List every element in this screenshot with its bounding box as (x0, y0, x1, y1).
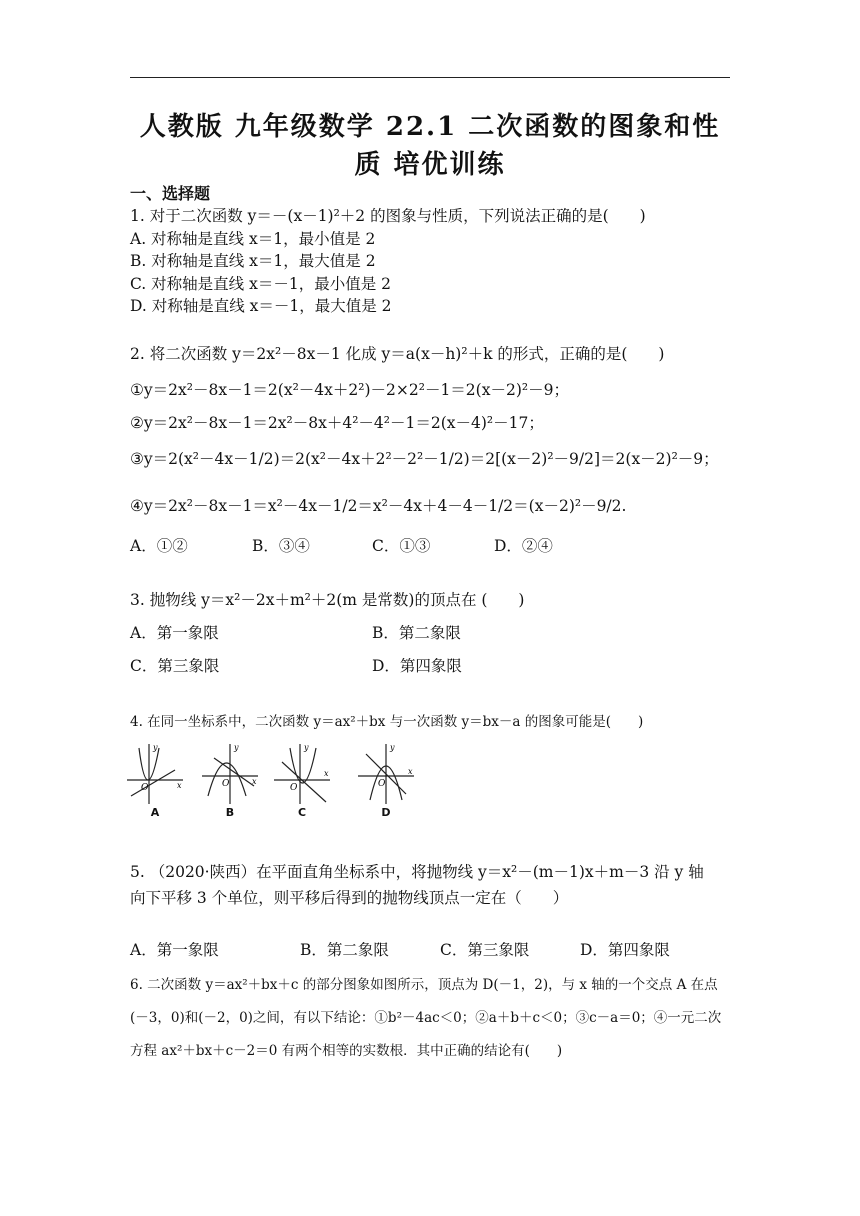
question-5-stem: 5. （2020·陕西）在平面直角坐标系中，将抛物线 y＝x²－(m－1)x＋m－3 沿 y 轴 (130, 863, 704, 881)
question-1-option-b: B. 对称轴是直线 x＝1，最大值是 2 (130, 252, 376, 270)
svg-text:x: x (324, 769, 329, 778)
question-1-option-d: D. 对称轴是直线 x＝－1，最大值是 2 (130, 297, 392, 315)
question-3-option-d: D．第四象限 (372, 657, 462, 675)
page-title: 人教版 九年级数学 22.1 二次函数的图象和性 (139, 112, 721, 142)
question-6-stem: 6. 二次函数 y＝ax²＋bx＋c 的部分图象如图所示，顶点为 D(－1，2)，与 x 轴的一个交点 A 在点 (130, 977, 718, 993)
question-1-option-a: A. 对称轴是直线 x＝1，最小值是 2 (130, 230, 376, 248)
figure-label-d: D (381, 806, 391, 819)
svg-text:x: x (252, 777, 257, 786)
question-3-stem: 3. 抛物线 y＝x²－2x＋m²＋2(m 是常数)的顶点在 ( ) (130, 591, 525, 609)
top-rule (130, 77, 730, 78)
svg-text:O: O (290, 783, 298, 793)
question-5-option-d: D．第四象限 (580, 941, 670, 959)
svg-text:y: y (390, 743, 395, 752)
question-5-option-a: A．第一象限 (130, 941, 219, 959)
svg-text:x: x (408, 767, 413, 776)
svg-text:y: y (304, 743, 309, 752)
figure-label-c: C (297, 806, 307, 819)
page-title-continued: 质 培优训练 (354, 150, 506, 180)
question-4-stem: 4. 在同一坐标系中，二次函数 y＝ax²＋bx 与一次函数 y＝bx－a 的图象可能是( ) (130, 714, 644, 730)
question-5-option-b: B．第二象限 (300, 941, 389, 959)
graph-a-image (125, 740, 185, 806)
svg-text:y: y (234, 743, 239, 752)
question-6-stem-line-2: (－3，0)和(－2，0)之间，有以下结论：①b²－4ac＜0；②a＋b＋c＜0；③c－a＝0；④一元二次 (130, 1010, 722, 1026)
question-2-step-1: ①y＝2x²－8x－1＝2(x²－4x＋2²)－2×2²－1＝2(x－2)²－9； (130, 381, 569, 399)
svg-text:O: O (141, 783, 149, 793)
question-4-figure-a (125, 740, 185, 820)
question-6-stem-line-3: 方程 ax²＋bx＋c－2＝0 有两个相等的实数根．其中正确的结论有( ) (130, 1043, 563, 1059)
graph-d-image (356, 740, 416, 806)
question-1-option-c: C. 对称轴是直线 x＝－1，最小值是 2 (130, 275, 391, 293)
figure-label-a: A (150, 806, 160, 819)
question-3-option-a: A．第一象限 (130, 624, 219, 642)
graph-c-image (272, 740, 332, 806)
question-1-stem: 1. 对于二次函数 y＝－(x－1)²＋2 的图象与性质，下列说法正确的是( ) (130, 207, 646, 225)
question-2-step-2: ②y＝2x²－8x－1＝2x²－8x＋4²－4²－1＝2(x－4)²－17； (130, 414, 544, 432)
question-2-step-4: ④y＝2x²－8x－1＝x²－4x－1/2＝x²－4x＋4－4－1/2＝(x－2)²－9/2. (130, 497, 627, 515)
svg-text:O: O (378, 779, 386, 789)
svg-text:y: y (153, 743, 158, 752)
question-2-option-d: D．②④ (494, 537, 553, 555)
question-4-figure-c (272, 740, 332, 820)
question-5-stem-continued: 向下平移 3 个单位，则平移后得到的抛物线顶点一定在（ ） (130, 889, 569, 907)
svg-text:O: O (222, 779, 230, 789)
svg-text:x: x (177, 781, 182, 790)
question-2-stem: 2. 将二次函数 y＝2x²－8x－1 化成 y＝a(x－h)²＋k 的形式，正确的是( ) (130, 345, 665, 363)
question-2-option-a: A．①② (130, 537, 188, 555)
question-5-option-c: C．第三象限 (440, 941, 530, 959)
graph-b-image (200, 740, 260, 806)
question-4-figure-b (200, 740, 260, 820)
question-2-option-c: C．①③ (372, 537, 431, 555)
question-4-figure-d (356, 740, 416, 820)
question-2-step-3: ③y＝2(x²－4x－1/2)＝2(x²－4x＋2²－2²－1/2)＝2[(x－2)²－9/2]＝2(x－2)²－9； (130, 450, 719, 468)
section-heading: 一、选择题 (130, 184, 211, 203)
question-2-option-b: B．③④ (252, 537, 310, 555)
figure-label-b: B (225, 806, 235, 819)
question-3-option-b: B．第二象限 (372, 624, 461, 642)
question-3-option-c: C．第三象限 (130, 657, 220, 675)
